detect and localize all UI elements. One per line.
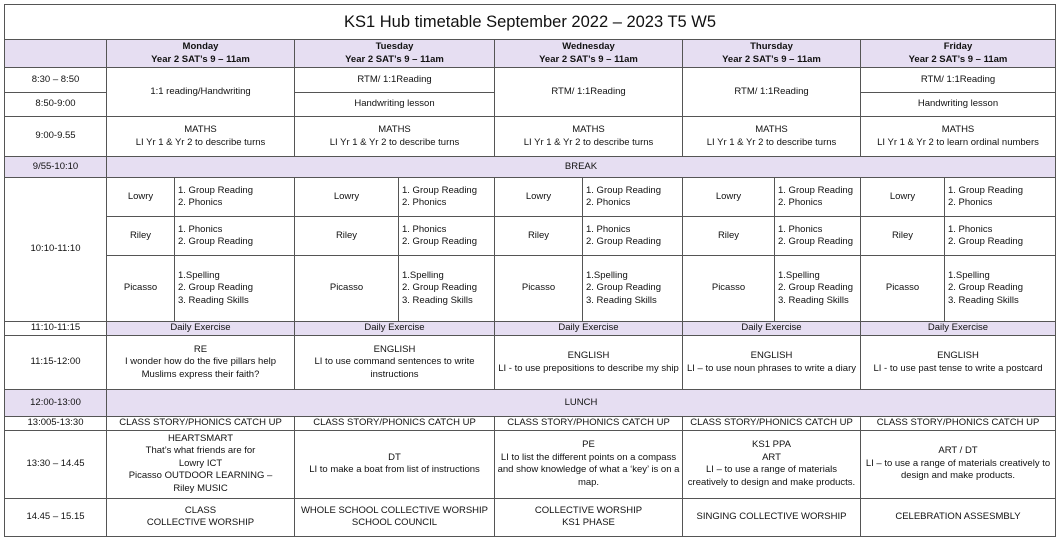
time-cell: 13:005-13:30 [5,417,107,431]
exercise-tuesday: Daily Exercise [295,322,495,336]
group-lowry: Lowry [861,178,945,217]
early-friday-2: Handwriting lesson [861,93,1056,117]
time-cell: 11:10-11:15 [5,322,107,336]
exercise-monday: Daily Exercise [107,322,295,336]
early-tuesday-2: Handwriting lesson [295,93,495,117]
story-monday: CLASS STORY/PHONICS CATCH UP [107,417,295,431]
group-picasso: Picasso [683,256,775,322]
story-tuesday: CLASS STORY/PHONICS CATCH UP [295,417,495,431]
early-tuesday-1: RTM/ 1:1Reading [295,68,495,93]
group-riley: Riley [295,217,399,256]
group-lowry: Lowry [495,178,583,217]
reading-riley-tuesday: 1. Phonics 2. Group Reading [399,217,495,256]
reading-lowry-monday: 1. Group Reading 2. Phonics [175,178,295,217]
maths-monday: MATHS LI Yr 1 & Yr 2 to describe turns [107,117,295,157]
group-riley: Riley [107,217,175,256]
corner-cell [5,40,107,68]
day-header-thursday: Thursday Year 2 SAT’s 9 – 11am [683,40,861,68]
reading-picasso-monday: 1.Spelling 2. Group Reading 3. Reading Skills [175,256,295,322]
time-cell: 8:50-9:00 [5,93,107,117]
page-title: KS1 Hub timetable September 2022 – 2023 T5 W5 [5,5,1056,40]
group-riley: Riley [495,217,583,256]
time-cell: 8:30 – 8:50 [5,68,107,93]
story-thursday: CLASS STORY/PHONICS CATCH UP [683,417,861,431]
story-wednesday: CLASS STORY/PHONICS CATCH UP [495,417,683,431]
reading-lowry-friday: 1. Group Reading 2. Phonics [945,178,1056,217]
lesson-monday: RE I wonder how do the five pillars help Muslims express their faith? [107,336,295,390]
exercise-friday: Daily Exercise [861,322,1056,336]
time-cell: 14.45 – 15.15 [5,498,107,536]
reading-picasso-thursday: 1.Spelling 2. Group Reading 3. Reading Skills [775,256,861,322]
reading-lowry-thursday: 1. Group Reading 2. Phonics [775,178,861,217]
lesson-thursday: ENGLISH LI – to use noun phrases to write a diary [683,336,861,390]
maths-friday: MATHS LI Yr 1 & Yr 2 to learn ordinal numbers [861,117,1056,157]
time-cell: 9:00-9.55 [5,117,107,157]
day-header-monday: Monday Year 2 SAT’s 9 – 11am [107,40,295,68]
lesson-tuesday: ENGLISH LI to use command sentences to write instructions [295,336,495,390]
group-lowry: Lowry [683,178,775,217]
afternoon-friday: ART / DT LI – to use a range of materials creatively to design and make products. [861,430,1056,498]
time-cell: 12:00-13:00 [5,390,107,417]
reading-picasso-tuesday: 1.Spelling 2. Group Reading 3. Reading Skills [399,256,495,322]
group-riley: Riley [861,217,945,256]
day-header-tuesday: Tuesday Year 2 SAT’s 9 – 11am [295,40,495,68]
reading-riley-friday: 1. Phonics 2. Group Reading [945,217,1056,256]
worship-monday: CLASS COLLECTIVE WORSHIP [107,498,295,536]
time-cell: 13:30 – 14.45 [5,430,107,498]
lesson-friday: ENGLISH LI - to use past tense to write a postcard [861,336,1056,390]
group-lowry: Lowry [295,178,399,217]
group-picasso: Picasso [861,256,945,322]
reading-riley-wednesday: 1. Phonics 2. Group Reading [583,217,683,256]
timetable [4,4,1056,537]
worship-wednesday: COLLECTIVE WORSHIP KS1 PHASE [495,498,683,536]
afternoon-wednesday: PE LI to list the different points on a compass and show knowledge of what a ‘key’ is on a map. [495,430,683,498]
maths-tuesday: MATHS LI Yr 1 & Yr 2 to describe turns [295,117,495,157]
reading-lowry-tuesday: 1. Group Reading 2. Phonics [399,178,495,217]
day-header-wednesday: Wednesday Year 2 SAT’s 9 – 11am [495,40,683,68]
reading-lowry-wednesday: 1. Group Reading 2. Phonics [583,178,683,217]
group-riley: Riley [683,217,775,256]
time-cell: 11:15-12:00 [5,336,107,390]
group-picasso: Picasso [107,256,175,322]
lesson-wednesday: ENGLISH LI - to use prepositions to describe my ship [495,336,683,390]
time-cell: 9/55-10:10 [5,157,107,178]
afternoon-monday: HEARTSMART That’s what friends are for Lowry ICT Picasso OUTDOOR LEARNING – Riley MUSIC [107,430,295,498]
story-friday: CLASS STORY/PHONICS CATCH UP [861,417,1056,431]
early-thursday: RTM/ 1:1Reading [683,68,861,117]
afternoon-tuesday: DT LI to make a boat from list of instructions [295,430,495,498]
exercise-thursday: Daily Exercise [683,322,861,336]
group-picasso: Picasso [495,256,583,322]
early-friday-1: RTM/ 1:1Reading [861,68,1056,93]
group-picasso: Picasso [295,256,399,322]
reading-picasso-friday: 1.Spelling 2. Group Reading 3. Reading Skills [945,256,1056,322]
worship-friday: CELEBRATION ASSESMBLY [861,498,1056,536]
worship-thursday: SINGING COLLECTIVE WORSHIP [683,498,861,536]
worship-tuesday: WHOLE SCHOOL COLLECTIVE WORSHIP SCHOOL COUNCIL [295,498,495,536]
maths-thursday: MATHS LI Yr 1 & Yr 2 to describe turns [683,117,861,157]
exercise-wednesday: Daily Exercise [495,322,683,336]
reading-riley-monday: 1. Phonics 2. Group Reading [175,217,295,256]
reading-riley-thursday: 1. Phonics 2. Group Reading [775,217,861,256]
day-header-friday: Friday Year 2 SAT’s 9 – 11am [861,40,1056,68]
afternoon-thursday: KS1 PPA ART LI – to use a range of materials creatively to design and make products. [683,430,861,498]
time-cell: 10:10-11:10 [5,178,107,322]
maths-wednesday: MATHS LI Yr 1 & Yr 2 to describe turns [495,117,683,157]
break-band: BREAK [107,157,1056,178]
reading-picasso-wednesday: 1.Spelling 2. Group Reading 3. Reading Skills [583,256,683,322]
lunch-band: LUNCH [107,390,1056,417]
early-wednesday: RTM/ 1:1Reading [495,68,683,117]
group-lowry: Lowry [107,178,175,217]
early-monday: 1:1 reading/Handwriting [107,68,295,117]
